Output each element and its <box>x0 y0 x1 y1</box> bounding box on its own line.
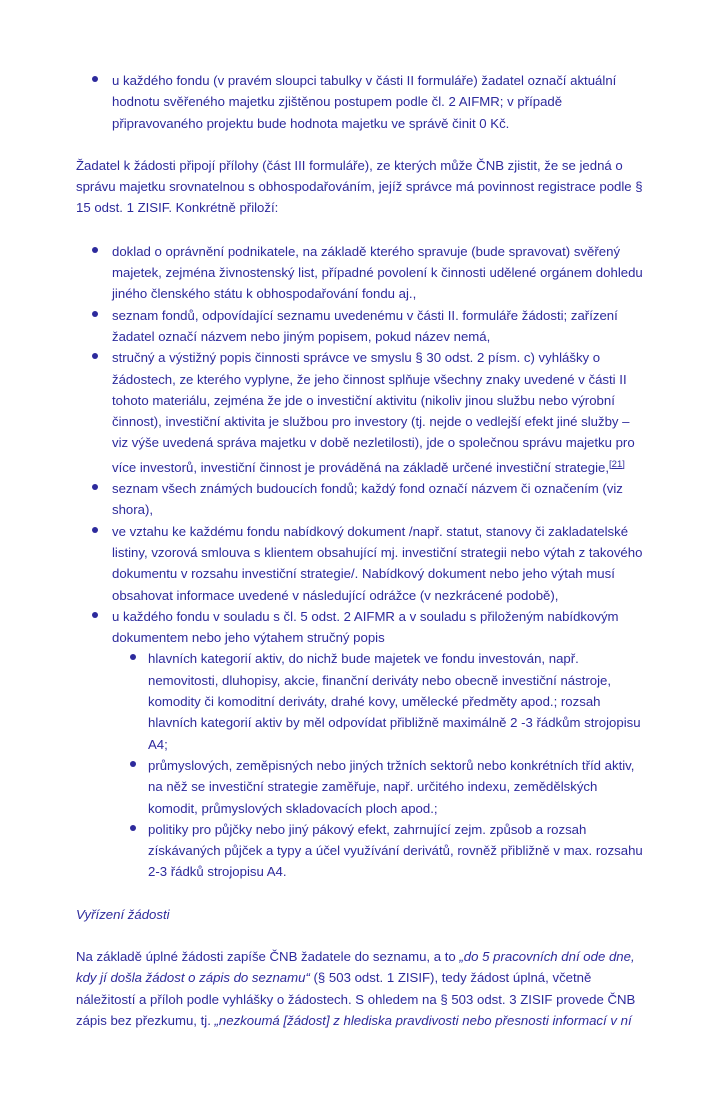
list-item <box>0 606 724 649</box>
list-item <box>0 305 724 348</box>
section-heading: Vyřízení žádosti <box>76 906 170 922</box>
document-page <box>0 70 724 1094</box>
sub-list-item <box>0 648 724 754</box>
bullet-icon <box>130 825 136 831</box>
list-item-text: stručný a výstižný popis činnosti správce ve smyslu § 30 odst. 2 písm. c) vyhlášky o žádostech, ze kterého vyplyne, že jeho činnost splňuje všechny znaky uvedené v části II tohoto materiálu, zejména že jde o investiční aktivitu (nikoliv jinou službu nebo výrobní činnost), investiční aktivita je službou pro investory (tj. nejde o vedlejší efekt jiné služby – viz výše uvedená správa majetku v době nezletilosti), jde o společnou správu majetku pro více investorů, investiční činnost je prováděná na základě určené investiční strategie, <box>112 350 635 475</box>
bullet-icon <box>92 311 98 317</box>
nested-bullet-list <box>0 648 724 882</box>
bullet-icon <box>130 761 136 767</box>
closing-text: Na základě úplné žádosti zapíše ČNB žadatele do seznamu, a to <box>76 948 460 964</box>
list-item-text: u každého fondu v souladu s čl. 5 odst. 2 AIFMR a v souladu s přiloženým nabídkovým dokumentem nebo jeho výtahem stručný popis <box>112 608 619 646</box>
sub-list-item <box>0 819 724 883</box>
bullet-icon <box>92 484 98 490</box>
list-item <box>0 241 724 305</box>
sub-list-item <box>0 755 724 819</box>
bullet-icon <box>92 247 98 253</box>
bullet-icon <box>92 76 98 82</box>
closing-quote: „nezkoumá [žádost] z hlediska pravdivosti nebo přesnosti informací v ní <box>214 1012 632 1028</box>
bullet-icon <box>92 612 98 618</box>
sub-list-item-text: průmyslových, zeměpisných nebo jiných tržních sektorů nebo konkrétních tříd aktiv, na něž se investiční strategie zaměřuje, např. určitého indexu, zemědělských komodit, průmyslových skladovacích ploch apod.; <box>148 757 635 816</box>
list-item <box>0 347 724 478</box>
top-bullet-list <box>0 70 724 134</box>
closing-quote: „do 5 pracovních dní ode dne, kdy jí došla žádost o zápis do seznamu“ <box>76 948 635 986</box>
list-item <box>0 521 724 606</box>
list-item-text: doklad o oprávnění podnikatele, na základě kterého spravuje (bude spravovat) svěřený majetek, zejména živnostenský list, případné povolení k činnosti udělené orgánem dohledu jiného členského státu k obhospodařování fondu aj., <box>112 243 643 302</box>
footnote-reference-link[interactable]: [21] <box>609 458 625 470</box>
bullet-icon <box>92 353 98 359</box>
list-item-text: seznam všech známých budoucích fondů; každý fond označí názvem či označením (viz shora), <box>112 481 623 518</box>
sub-list-item-text: politiky pro půjčky nebo jiný pákový efekt, zahrnující zejm. způsob a rozsah získávaných půjček a typy a účel využívání derivátů, rovněž přibližně v max. rozsahu 2-3 řádků strojopisu A4. <box>148 821 643 880</box>
bullet-icon <box>130 654 136 660</box>
closing-text: (§ 503 odst. 1 ZISIF), tedy žádost úplná, včetně náležitostí a příloh podle vyhlášky o žádostech. S ohledem na § 503 odst. 3 ZISIF provede ČNB zápis bez přezkumu, tj. <box>76 970 636 1028</box>
closing-paragraph <box>0 946 724 1031</box>
sub-list-item-text: hlavních kategorií aktiv, do nichž bude majetek ve fondu investován, např. nemovitosti, dluhopisy, akcie, finanční deriváty nebo obecně investiční nástroje, komodity či komoditní deriváty, drahé kovy, umělecké předměty apod.; rozsah hlavních kategorií aktiv by měl odpovídat přibližně maximálně 2 -3 řádkům strojopisu A4; <box>148 651 641 752</box>
bullet-icon <box>92 527 98 533</box>
list-item <box>0 70 724 134</box>
list-item-text: ve vztahu ke každému fondu nabídkový dokument /např. statut, stanovy či zakladatelské listiny, vzorová smlouva s klientem obsahující mj. investiční strategii nebo výtah z takového dokumentu v rozsahu investiční strategie/. Nabídkový dokument nebo jeho výtah musí obsahovat informace uvedené v následující odrážce (v nezkrácené podobě), <box>112 523 643 603</box>
list-item-text: seznam fondů, odpovídající seznamu uvedenému v části II. formuláře žádosti; zařízení žadatel označí názvem nebo jiným popisem, pokud název nemá, <box>112 307 618 344</box>
intro-paragraph: Žadatel k žádosti připojí přílohy (část III formuláře), ze kterých může ČNB zjistit, že se jedná o správu majetku srovnatelnou s obhospodařováním, jejíž správce má povinnost registrace podle § 15 odst. 1 ZISIF. Konkrétně přiloží: <box>76 157 643 216</box>
list-item <box>0 478 724 521</box>
list-item-text: u každého fondu (v pravém sloupci tabulky v části II formuláře) žadatel označí aktuální hodnotu svěřeného majetku zjištěnou postupem podle čl. 2 AIFMR; v případě připravovaného projektu bude hodnota majetku ve správě činit 0 Kč. <box>112 73 617 131</box>
attachments-list <box>0 241 724 649</box>
